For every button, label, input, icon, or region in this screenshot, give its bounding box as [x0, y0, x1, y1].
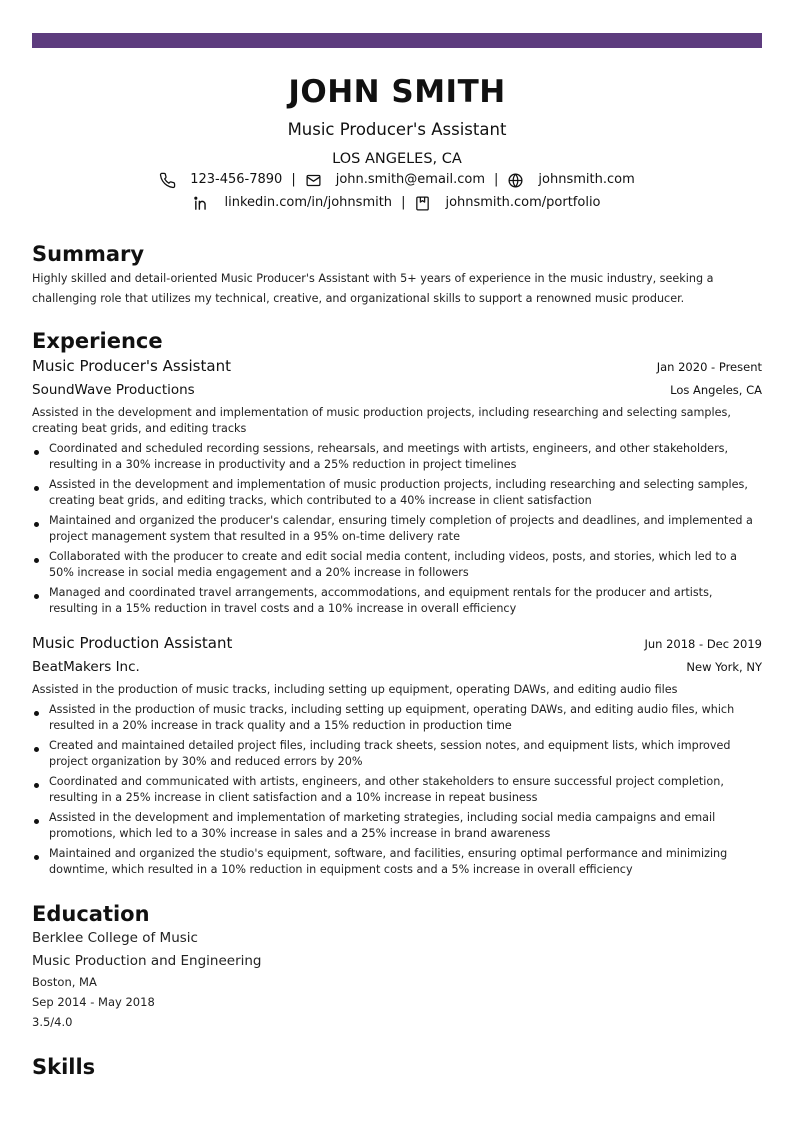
list-item: Maintained and organized the studio's equipment, software, and facilities, ensuring optimal performance and minimizing downtime, which resulted in a 10% reduction in equipment costs and a 5% increase in overall efficiency — [32, 846, 762, 878]
linkedin-contact[interactable] — [193, 193, 392, 213]
contact-row-1 — [0, 170, 794, 190]
list-item: Maintained and organized the producer's calendar, ensuring timely completion of projects and deadlines, and implemented a project management system that resulted in a 95% on-time delivery rate — [32, 513, 762, 545]
linkedin-text: linkedin.com/in/johnsmith — [224, 195, 393, 210]
portfolio-contact[interactable] — [414, 193, 600, 213]
contact-separator: | — [401, 195, 406, 210]
list-item: Collaborated with the producer to create and edit social media content, including videos, posts, and stories, which led to a 50% increase in social media engagement and a 20% increase in followers — [32, 549, 762, 581]
email-contact[interactable] — [305, 170, 485, 190]
candidate-title: Music Producer's Assistant — [287, 120, 507, 139]
job-2-bullets — [32, 702, 762, 882]
phone-text: 123-456-7890 — [190, 172, 283, 187]
list-item: Created and maintained detailed project files, including track sheets, session notes, and equipment lists, which improved project organization by 30% and reduced errors by 20% — [32, 738, 762, 770]
list-item: Assisted in the development and implementation of marketing strategies, including social media campaigns and email promotions, which led to a 30% increase in sales and a 25% increase in brand awareness — [32, 810, 762, 842]
contact-separator: | — [291, 172, 296, 187]
list-item: Assisted in the production of music tracks, including setting up equipment, operating DAWs, and editing audio files, which resulted in a 20% increase in track quality and a 15% reduction in production time — [32, 702, 762, 734]
phone-contact[interactable] — [159, 170, 282, 190]
job-1-description: Assisted in the development and implementation of music production projects, including researching and selecting samples, creating beat grids, and editing tracks — [32, 406, 731, 435]
email-text: john.smith@email.com — [335, 172, 486, 187]
experience-heading: Experience — [32, 329, 163, 353]
contact-separator: | — [494, 172, 499, 187]
list-item: Assisted in the development and implementation of music production projects, including researching and selecting samples, creating beat grids, and editing tracks, which contributed to a 40% increase in client satisfaction — [32, 477, 762, 509]
bookmark-icon — [414, 195, 431, 212]
job-2-description: Assisted in the production of music tracks, including setting up equipment, operating DAWs, and editing audio files — [32, 683, 678, 696]
phone-icon — [159, 172, 176, 189]
candidate-location: LOS ANGELES, CA — [332, 151, 462, 167]
job-1-title-row — [32, 357, 762, 375]
envelope-icon — [305, 172, 322, 189]
skills-heading: Skills — [32, 1055, 96, 1079]
education-heading: Education — [32, 902, 150, 926]
job-2-company: BeatMakers Inc. — [32, 659, 140, 675]
website-text: johnsmith.com — [538, 172, 635, 187]
job-2-title-row — [32, 634, 762, 652]
globe-icon — [507, 172, 524, 189]
linkedin-icon — [193, 195, 210, 212]
education-gpa: 3.5/4.0 — [32, 1015, 73, 1029]
job-2-dates: Jun 2018 - Dec 2019 — [644, 637, 762, 651]
website-contact[interactable] — [507, 170, 634, 190]
contact-row-2 — [0, 193, 794, 213]
list-item: Managed and coordinated travel arrangements, accommodations, and equipment rentals for the producer and artists, resulting in a 15% reduction in travel costs and a 10% increase in overall efficiency — [32, 585, 762, 617]
job-2-location: New York, NY — [686, 660, 762, 674]
job-1-title: Music Producer's Assistant — [32, 357, 231, 375]
education-location: Boston, MA — [32, 975, 97, 989]
summary-heading: Summary — [32, 242, 145, 266]
resume-header — [0, 72, 794, 213]
portfolio-text: johnsmith.com/portfolio — [445, 195, 601, 210]
education-dates: Sep 2014 - May 2018 — [32, 995, 155, 1009]
candidate-name: JOHN SMITH — [288, 74, 506, 110]
job-1-dates: Jan 2020 - Present — [656, 360, 762, 374]
education-degree: Music Production and Engineering — [32, 953, 262, 969]
list-item: Coordinated and communicated with artists, engineers, and other stakeholders to ensure successful project completion, resulting in a 25% increase in client satisfaction and a 10% increase in repeat business — [32, 774, 762, 806]
education-school: Berklee College of Music — [32, 930, 198, 946]
job-2-company-row — [32, 659, 762, 675]
job-1-location: Los Angeles, CA — [670, 383, 762, 397]
summary-text: Highly skilled and detail-oriented Music Producer's Assistant with 5+ years of experience in the music industry, seeking a challenging role that utilizes my technical, creative, and organizational skills to support a renowned music producer. — [32, 272, 714, 305]
job-1-company: SoundWave Productions — [32, 382, 195, 398]
job-1-bullets — [32, 441, 762, 621]
list-item: Coordinated and scheduled recording sessions, rehearsals, and meetings with artists, engineers, and other stakeholders, resulting in a 30% increase in productivity and a 25% reduction in project timelines — [32, 441, 762, 473]
job-2-title: Music Production Assistant — [32, 634, 233, 652]
job-1-company-row — [32, 382, 762, 398]
accent-bar — [32, 33, 762, 48]
